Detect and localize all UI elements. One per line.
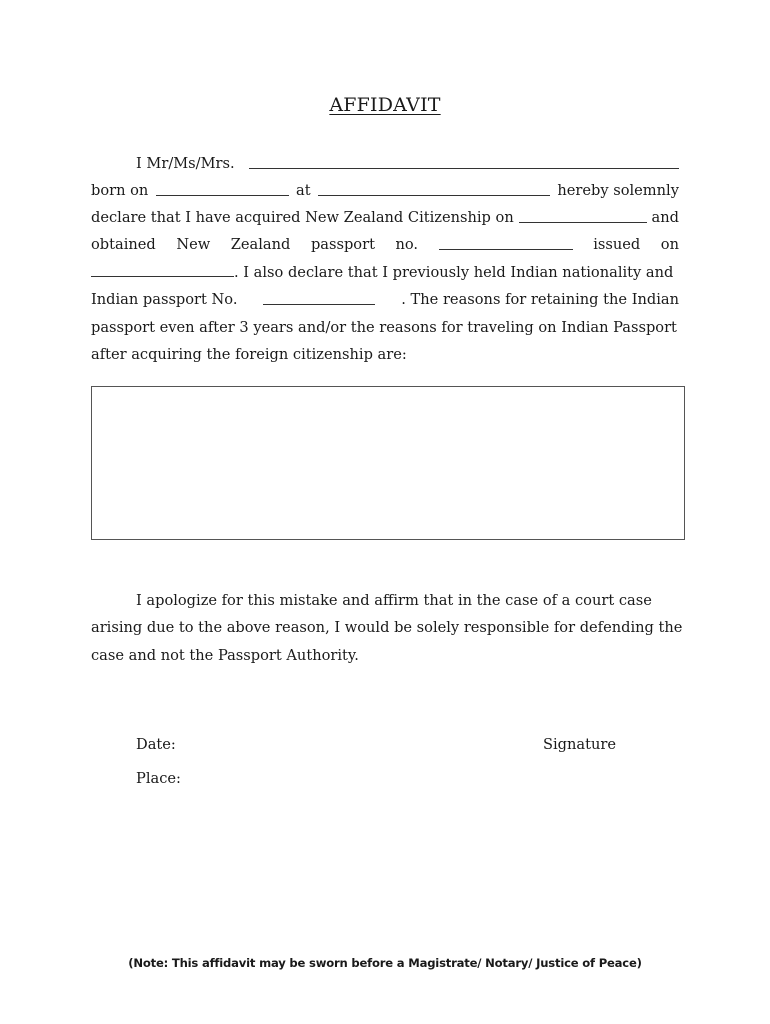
citizenship-text: declare that I have acquired New Zealand Citizenship on <box>91 209 514 226</box>
para1-line-4 <box>91 235 679 255</box>
and-label: and <box>651 209 679 226</box>
para2-line-1: I apologize for this mistake and affirm that in the case of a court case <box>136 592 652 609</box>
word-issued: issued <box>593 236 641 253</box>
document-title: AFFIDAVIT <box>329 94 441 116</box>
para2-line-2: arising due to the above reason, I would be solely responsible for defending the <box>91 619 683 636</box>
date-label: Date: <box>136 736 176 753</box>
birth-place-label: at <box>296 182 311 199</box>
indian-passport-label: Indian passport No. <box>91 291 238 308</box>
name-prefix-label: I Mr/Ms/Mrs. <box>136 155 235 172</box>
word-zealand: Zealand <box>230 236 291 253</box>
born-on-label: born on <box>91 182 149 199</box>
word-obtained: obtained <box>91 236 156 253</box>
para1-line-6 <box>91 290 679 310</box>
para2-line-3: case and not the Passport Authority. <box>91 647 359 664</box>
footer-note: (Note: This affidavit may be sworn before a Magistrate/ Notary/ Justice of Peace) <box>128 956 642 970</box>
solemnly-label: hereby solemnly <box>557 182 679 199</box>
indian-nationality-text: . I also declare that I previously held Indian nationality and <box>234 264 674 281</box>
citizenship-date-blank[interactable] <box>519 208 647 223</box>
indian-passport-number-blank[interactable] <box>263 290 375 305</box>
word-on: on <box>660 236 679 253</box>
passport-issue-date-blank[interactable] <box>91 262 234 277</box>
place-label: Place: <box>136 770 181 787</box>
word-new: New <box>176 236 211 253</box>
word-no: no. <box>395 236 419 253</box>
retaining-reasons-text: . The reasons for retaining the Indian <box>401 291 679 308</box>
signature-label: Signature <box>543 736 616 753</box>
name-blank[interactable] <box>249 154 679 169</box>
para1-line-1 <box>91 154 679 174</box>
para1-line-8: after acquiring the foreign citizenship are: <box>91 346 407 363</box>
para1-line-3 <box>91 208 679 228</box>
para1-line-7: passport even after 3 years and/or the reasons for traveling on Indian Passport <box>91 319 677 336</box>
birth-place-blank[interactable] <box>318 181 550 196</box>
para1-line-2 <box>91 181 679 201</box>
reasons-box[interactable] <box>91 386 685 540</box>
para1-line-5 <box>91 262 679 283</box>
birth-date-blank[interactable] <box>156 181 289 196</box>
nz-passport-number-blank[interactable] <box>439 235 573 250</box>
word-passport: passport <box>310 236 375 253</box>
